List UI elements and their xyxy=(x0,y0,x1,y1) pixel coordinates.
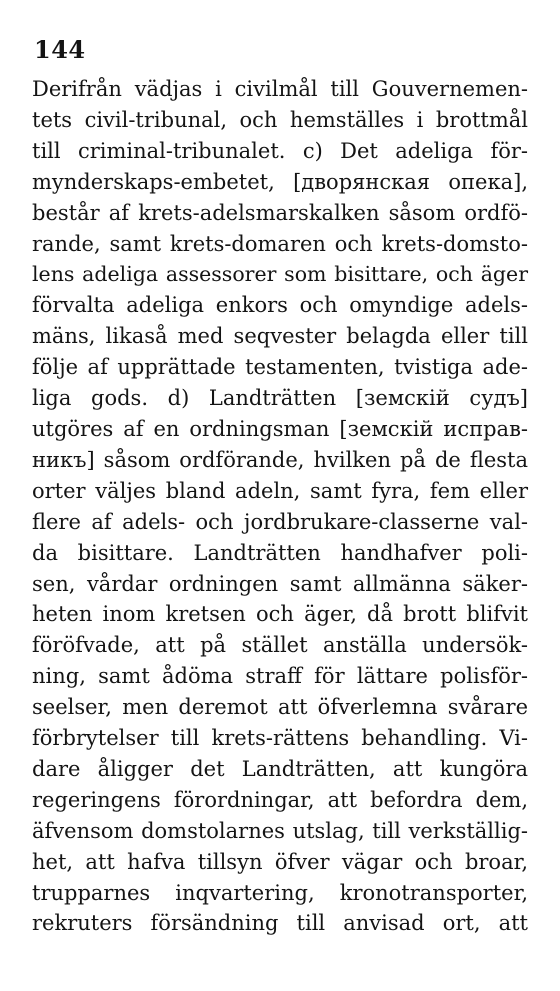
text-line: никъ] såsom ordförande, hvilken på de flesta xyxy=(32,447,528,472)
text-line: ning, samt ådöma straff för lättare polisför- xyxy=(32,664,528,689)
body-text xyxy=(32,74,528,939)
text-line: da bisittare. Landträtten handhafver poli- xyxy=(32,540,528,565)
page-number: 144 xyxy=(34,35,86,64)
text-line: utgöres af en ordningsman [земскій исправ- xyxy=(32,416,528,441)
text-line: består af krets-adelsmarskalken såsom ordfö- xyxy=(32,200,528,225)
text-line: het, att hafva tillsyn öfver vägar och broar, xyxy=(32,849,528,874)
text-line: äfvensom domstolarnes utslag, till verkställig- xyxy=(32,818,528,843)
text-line: rekruters försändning till anvisad ort, att xyxy=(32,911,528,936)
text-line: mäns, likaså med seqvester belagda eller till xyxy=(32,324,528,349)
text-line: förvalta adeliga enkors och omyndige adels- xyxy=(32,293,528,318)
text-line: mynderskaps-embetet, [дворянская опека], xyxy=(32,169,528,194)
text-line: förbrytelser till krets-rättens behandling. Vi- xyxy=(32,726,528,751)
text-line: sen, vårdar ordningen samt allmänna säker- xyxy=(32,571,528,596)
text-line: föröfvade, att på stället anställa undersök- xyxy=(32,633,528,658)
text-line: tets civil-tribunal, och hemställes i brottmål xyxy=(32,107,528,132)
text-line: flere af adels- och jordbrukare-classerne val- xyxy=(32,509,528,534)
text-line: rande, samt krets-domaren och krets-domsto- xyxy=(32,231,528,256)
text-line: orter väljes bland adeln, samt fyra, fem eller xyxy=(32,478,528,503)
text-line: följe af upprättade testamenten, tvistiga ade- xyxy=(32,355,528,380)
text-line: lens adeliga assessorer som bisittare, och äger xyxy=(32,262,528,287)
text-line: till criminal-tribunalet. c) Det adeliga för- xyxy=(32,138,528,163)
text-line: trupparnes inqvartering, kronotransporter, xyxy=(32,880,528,905)
text-line: heten inom kretsen och äger, då brott blifvit xyxy=(32,602,528,627)
text-line: liga gods. d) Landträtten [земскій судъ] xyxy=(32,386,528,411)
text-line: regeringens förordningar, att befordra dem, xyxy=(32,787,528,812)
text-line: Derifrån vädjas i civilmål till Gouvernemen- xyxy=(32,77,528,101)
text-line: seelser, men deremot att öfverlemna svårare xyxy=(32,695,528,720)
text-line: dare åligger det Landträtten, att kungöra xyxy=(32,756,528,781)
